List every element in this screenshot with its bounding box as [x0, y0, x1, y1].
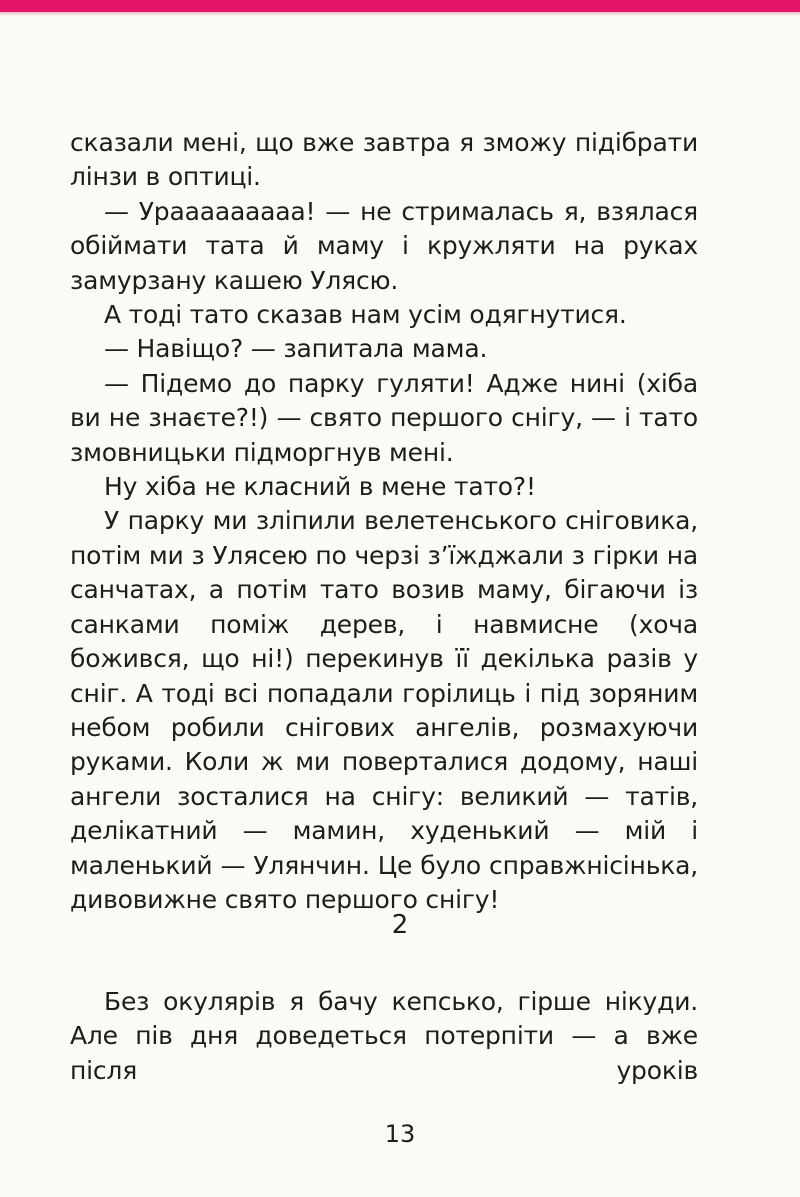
paragraph: А тоді тато сказав нам усім одягнутися.: [104, 300, 627, 330]
page-number: 13: [384, 1120, 416, 1148]
page-text-top: [70, 126, 698, 917]
paragraph: Без окулярів я бачу кепсько, гірше нікуди. Але пів дня доведеться потерпіти — а вже після уроків: [70, 987, 698, 1085]
paragraph: — Навіщо? — запитала мама.: [104, 334, 488, 364]
paragraph: — Підемо до парку гуляти! Адже нині (хіба ви не знаєте?!) — свято першого снігу, — і тато змовницьки підморгнув мені.: [70, 368, 698, 467]
page-text-bottom: [70, 985, 698, 1088]
top-color-band: [0, 0, 800, 12]
paragraph: — Урааааааааа! — не стрималась я, взялася обіймати тата й маму і кружляти на руках замурзану кашею Улясю.: [70, 196, 698, 295]
chapter-number: 2: [391, 910, 409, 940]
top-band-shadow: [0, 12, 800, 16]
paragraph: Ну хіба не класний в мене тато?!: [104, 472, 536, 502]
paragraph: У парку ми зліпили велетенського сніговика, потім ми з Улясею по черзі з’їжджали з гірки на санчатах, а потім тато возив маму, бігаючи із санками поміж дерев, і навмисне (хоча божився, що ні!) перекинув її декілька разів у сніг. А тоді всі попадали горілиць і під зоряним небом робили снігових ангелів, розмахуючи руками. Коли ж ми поверталися додому, наші ангели зосталися на снігу: великий — татів, делікатний — мамин, худенький — мій і маленький — Улянчин. Це було справжнісінька, дивовижне свято першого снігу!: [70, 506, 698, 914]
paragraph: сказали мені, що вже завтра я зможу підібрати лінзи в оптиці.: [70, 128, 698, 192]
